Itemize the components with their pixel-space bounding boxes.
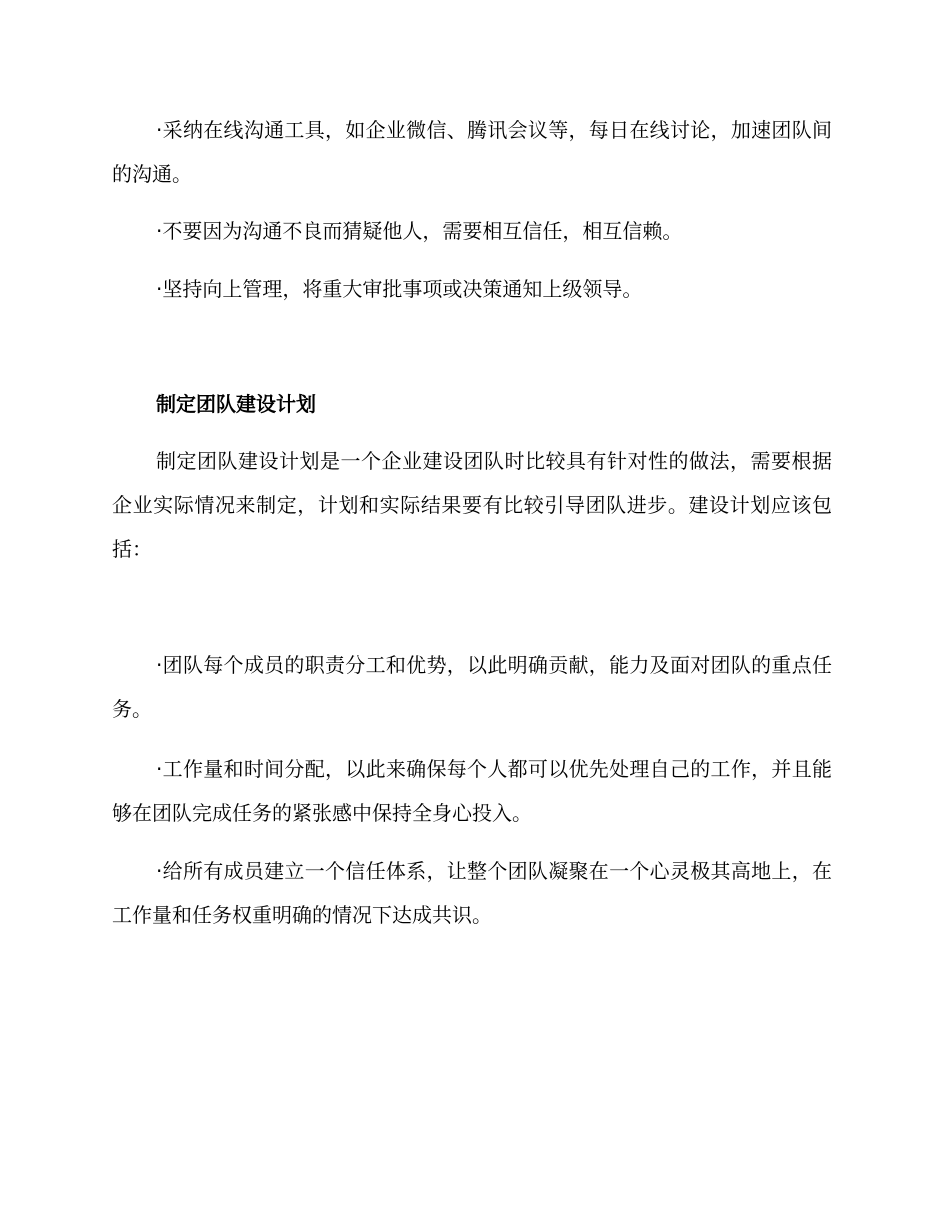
bullet-paragraph: ·坚持向上管理，将重大审批事项或决策通知上级领导。 — [156, 277, 643, 301]
bullet-paragraph: ·采纳在线沟通工具，如企业微信、腾讯会议等，每日在线讨论，加速团队间的沟通。 — [112, 118, 832, 186]
section-heading: 制定团队建设计划 — [156, 392, 316, 416]
bullet-paragraph: ·给所有成员建立一个信任体系，让整个团队凝聚在一个心灵极其高地上，在工作量和任务权重明确的情况下达成共识。 — [112, 859, 832, 927]
bullet-paragraph: ·不要因为沟通不良而猜疑他人，需要相互信任，相互信赖。 — [156, 219, 683, 243]
section-intro-paragraph: 制定团队建设计划是一个企业建设团队时比较具有针对性的做法，需要根据企业实际情况来制定，计划和实际结果要有比较引导团队进步。建设计划应该包括： — [112, 449, 832, 561]
bullet-paragraph: ·团队每个成员的职责分工和优势，以此明确贡献，能力及面对团队的重点任务。 — [112, 653, 832, 721]
bullet-paragraph: ·工作量和时间分配，以此来确保每个人都可以优先处理自己的工作，并且能够在团队完成任务的紧张感中保持全身心投入。 — [112, 757, 832, 825]
